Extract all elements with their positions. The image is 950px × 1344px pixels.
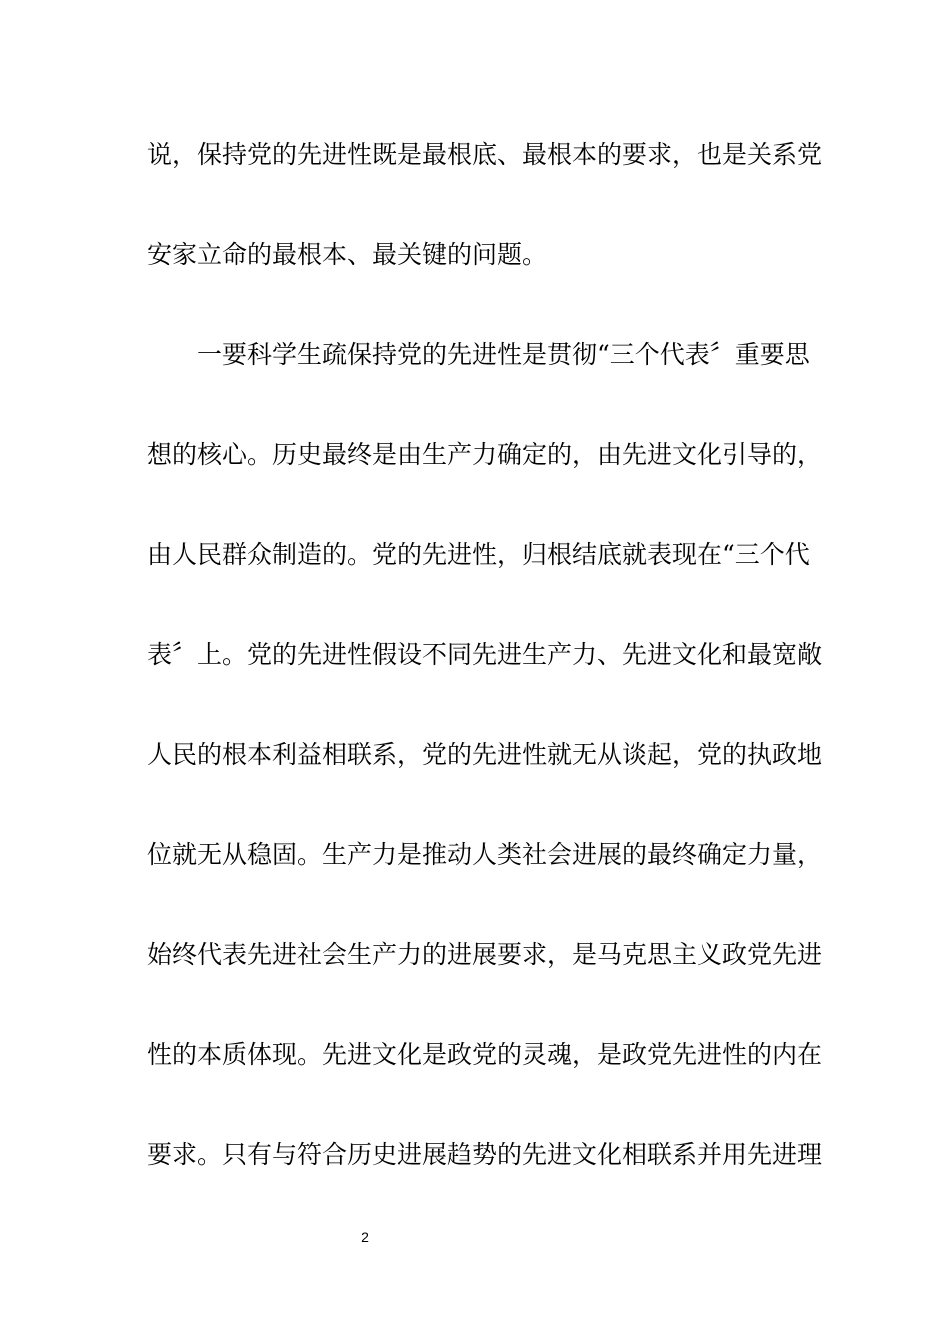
text-line-9: 始终代表先进社会生产力的进展要求，是马克思主义政党先进 xyxy=(147,940,823,969)
text-line-1: 说，保持党的先进性既是最根底、最根本的要求，也是关系党 xyxy=(147,140,823,169)
text-line-8: 位就无从稳固。生产力是推动人类社会进展的最终确定力量， xyxy=(147,840,823,869)
text-line-7: 人民的根本利益相联系，党的先进性就无从谈起，党的执政地 xyxy=(147,740,823,769)
text-line-10: 性的本质体现。先进文化是政党的灵魂，是政党先进性的内在 xyxy=(147,1040,823,1069)
text-line-4: 想的核心。历史最终是由生产力确定的，由先进文化引导的， xyxy=(147,440,823,469)
text-line-11: 要求。只有与符合历史进展趋势的先进文化相联系并用先进理 xyxy=(147,1140,823,1169)
text-line-2: 安家立命的最根本、最关键的问题。 xyxy=(147,240,548,269)
text-line-3: 一要科学生疏保持党的先进性是贯彻“三个代表〞重要思 xyxy=(197,340,810,369)
page-number: 2 xyxy=(361,1229,369,1245)
text-line-6: 表〞上。党的先进性假设不同先进生产力、先进文化和最宽敞 xyxy=(147,640,823,669)
text-line-5: 由人民群众制造的。党的先进性，归根结底就表现在“三个代 xyxy=(147,540,810,569)
